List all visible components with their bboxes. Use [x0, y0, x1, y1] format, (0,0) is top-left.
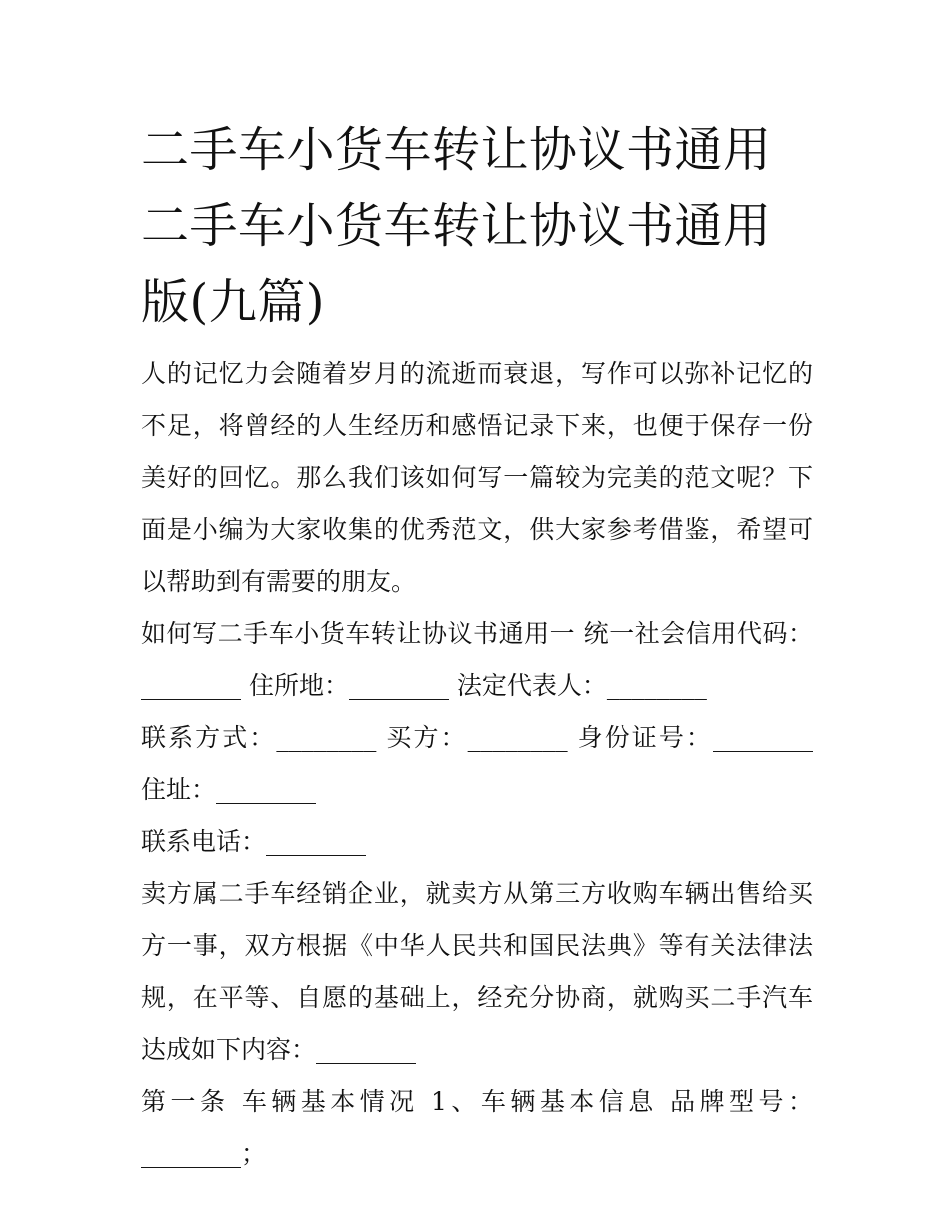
- preamble-paragraph: 卖方属二手车经销企业，就卖方从第三方收购车辆出售给买方一事，双方根据《中华人民共和国民法典》等有关法律法规，在平等、自愿的基础上，经充分协商，就购买二手汽车达成如下内容：________: [141, 879, 813, 1064]
- document-page: [141, 112, 813, 1180]
- party-info-paragraph: 如何写二手车小货车转让协议书通用一 统一社会信用代码：________ 住所地：________ 法定代表人：________: [141, 619, 813, 700]
- article-one-paragraph: 第一条 车辆基本情况 1、车辆基本信息 品牌型号：________；: [141, 1087, 813, 1168]
- document-title: 二手车小货车转让协议书通用二手车小货车转让协议书通用版(九篇): [141, 122, 772, 330]
- intro-paragraph: 人的记忆力会随着岁月的流逝而衰退，写作可以弥补记忆的不足，将曾经的人生经历和感悟记录下来，也便于保存一份美好的回忆。那么我们该如何写一篇较为完美的范文呢？下面是小编为大家收集的优秀范文，供大家参考借鉴，希望可以帮助到有需要的朋友。: [141, 359, 813, 596]
- phone-paragraph: 联系电话：________: [141, 827, 367, 856]
- buyer-info-paragraph: 联系方式：________ 买方：________ 身份证号：________ 住址：________: [141, 723, 813, 804]
